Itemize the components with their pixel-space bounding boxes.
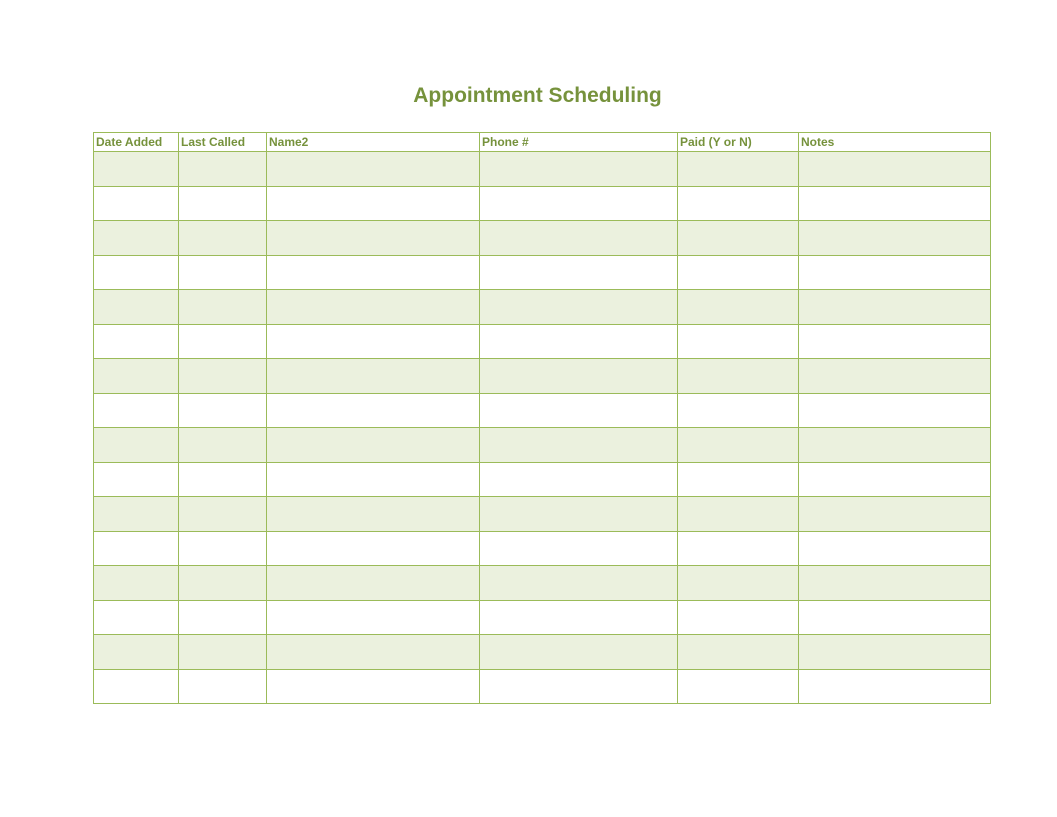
cell-paid[interactable] xyxy=(678,462,799,497)
cell-last-called[interactable] xyxy=(179,635,267,670)
cell-name[interactable] xyxy=(267,186,480,221)
cell-notes[interactable] xyxy=(799,290,991,325)
column-header-date-added: Date Added xyxy=(94,133,179,152)
cell-date-added[interactable] xyxy=(94,635,179,670)
cell-date-added[interactable] xyxy=(94,428,179,463)
cell-phone[interactable] xyxy=(480,186,678,221)
cell-date-added[interactable] xyxy=(94,186,179,221)
cell-phone[interactable] xyxy=(480,255,678,290)
cell-paid[interactable] xyxy=(678,221,799,256)
cell-name[interactable] xyxy=(267,669,480,704)
table-row xyxy=(94,600,991,635)
cell-paid[interactable] xyxy=(678,359,799,394)
cell-phone[interactable] xyxy=(480,324,678,359)
cell-date-added[interactable] xyxy=(94,566,179,601)
table-row xyxy=(94,152,991,187)
cell-name[interactable] xyxy=(267,255,480,290)
cell-name[interactable] xyxy=(267,324,480,359)
cell-last-called[interactable] xyxy=(179,669,267,704)
cell-name[interactable] xyxy=(267,393,480,428)
column-header-last-called: Last Called xyxy=(179,133,267,152)
table-row xyxy=(94,669,991,704)
table-body xyxy=(94,152,991,704)
cell-last-called[interactable] xyxy=(179,359,267,394)
cell-notes[interactable] xyxy=(799,255,991,290)
cell-paid[interactable] xyxy=(678,635,799,670)
cell-notes[interactable] xyxy=(799,462,991,497)
cell-notes[interactable] xyxy=(799,393,991,428)
cell-date-added[interactable] xyxy=(94,221,179,256)
cell-last-called[interactable] xyxy=(179,255,267,290)
page-title: Appointment Scheduling xyxy=(413,84,662,107)
cell-date-added[interactable] xyxy=(94,669,179,704)
appointment-table xyxy=(93,132,991,704)
cell-notes[interactable] xyxy=(799,428,991,463)
cell-date-added[interactable] xyxy=(94,497,179,532)
table-row xyxy=(94,462,991,497)
column-header-name: Name2 xyxy=(267,133,480,152)
cell-paid[interactable] xyxy=(678,566,799,601)
cell-date-added[interactable] xyxy=(94,324,179,359)
cell-name[interactable] xyxy=(267,428,480,463)
cell-name[interactable] xyxy=(267,531,480,566)
cell-phone[interactable] xyxy=(480,497,678,532)
cell-name[interactable] xyxy=(267,600,480,635)
table-row xyxy=(94,428,991,463)
column-header-paid: Paid (Y or N) xyxy=(678,133,799,152)
table-row xyxy=(94,186,991,221)
column-header-phone: Phone # xyxy=(480,133,678,152)
cell-date-added[interactable] xyxy=(94,152,179,187)
cell-last-called[interactable] xyxy=(179,497,267,532)
cell-last-called[interactable] xyxy=(179,221,267,256)
cell-paid[interactable] xyxy=(678,255,799,290)
cell-last-called[interactable] xyxy=(179,290,267,325)
cell-phone[interactable] xyxy=(480,635,678,670)
column-header-notes: Notes xyxy=(799,133,991,152)
cell-name[interactable] xyxy=(267,290,480,325)
table-header-row xyxy=(94,133,991,152)
cell-name[interactable] xyxy=(267,635,480,670)
cell-notes[interactable] xyxy=(799,531,991,566)
cell-name[interactable] xyxy=(267,462,480,497)
cell-name[interactable] xyxy=(267,566,480,601)
table-row xyxy=(94,290,991,325)
cell-paid[interactable] xyxy=(678,497,799,532)
table-row xyxy=(94,393,991,428)
cell-notes[interactable] xyxy=(799,497,991,532)
cell-paid[interactable] xyxy=(678,393,799,428)
cell-notes[interactable] xyxy=(799,566,991,601)
cell-name[interactable] xyxy=(267,497,480,532)
cell-phone[interactable] xyxy=(480,221,678,256)
table-row xyxy=(94,324,991,359)
cell-phone[interactable] xyxy=(480,152,678,187)
cell-notes[interactable] xyxy=(799,669,991,704)
cell-phone[interactable] xyxy=(480,428,678,463)
cell-phone[interactable] xyxy=(480,566,678,601)
cell-phone[interactable] xyxy=(480,600,678,635)
cell-date-added[interactable] xyxy=(94,255,179,290)
cell-paid[interactable] xyxy=(678,152,799,187)
cell-last-called[interactable] xyxy=(179,393,267,428)
cell-name[interactable] xyxy=(267,359,480,394)
cell-name[interactable] xyxy=(267,152,480,187)
cell-date-added[interactable] xyxy=(94,359,179,394)
table-row xyxy=(94,635,991,670)
cell-paid[interactable] xyxy=(678,186,799,221)
cell-phone[interactable] xyxy=(480,669,678,704)
cell-last-called[interactable] xyxy=(179,531,267,566)
cell-paid[interactable] xyxy=(678,600,799,635)
cell-last-called[interactable] xyxy=(179,462,267,497)
cell-paid[interactable] xyxy=(678,324,799,359)
cell-notes[interactable] xyxy=(799,186,991,221)
cell-phone[interactable] xyxy=(480,531,678,566)
cell-paid[interactable] xyxy=(678,290,799,325)
table-row xyxy=(94,255,991,290)
cell-last-called[interactable] xyxy=(179,566,267,601)
cell-notes[interactable] xyxy=(799,635,991,670)
cell-last-called[interactable] xyxy=(179,600,267,635)
cell-notes[interactable] xyxy=(799,221,991,256)
cell-date-added[interactable] xyxy=(94,290,179,325)
cell-paid[interactable] xyxy=(678,428,799,463)
cell-phone[interactable] xyxy=(480,462,678,497)
table-row xyxy=(94,359,991,394)
cell-notes[interactable] xyxy=(799,152,991,187)
cell-notes[interactable] xyxy=(799,324,991,359)
cell-phone[interactable] xyxy=(480,393,678,428)
cell-date-added[interactable] xyxy=(94,600,179,635)
cell-date-added[interactable] xyxy=(94,531,179,566)
table-row xyxy=(94,531,991,566)
cell-date-added[interactable] xyxy=(94,462,179,497)
cell-phone[interactable] xyxy=(480,290,678,325)
cell-last-called[interactable] xyxy=(179,428,267,463)
cell-last-called[interactable] xyxy=(179,152,267,187)
table-row xyxy=(94,497,991,532)
cell-notes[interactable] xyxy=(799,600,991,635)
table-row xyxy=(94,221,991,256)
cell-paid[interactable] xyxy=(678,669,799,704)
cell-name[interactable] xyxy=(267,221,480,256)
cell-last-called[interactable] xyxy=(179,324,267,359)
cell-paid[interactable] xyxy=(678,531,799,566)
cell-phone[interactable] xyxy=(480,359,678,394)
table-row xyxy=(94,566,991,601)
cell-last-called[interactable] xyxy=(179,186,267,221)
cell-date-added[interactable] xyxy=(94,393,179,428)
cell-notes[interactable] xyxy=(799,359,991,394)
